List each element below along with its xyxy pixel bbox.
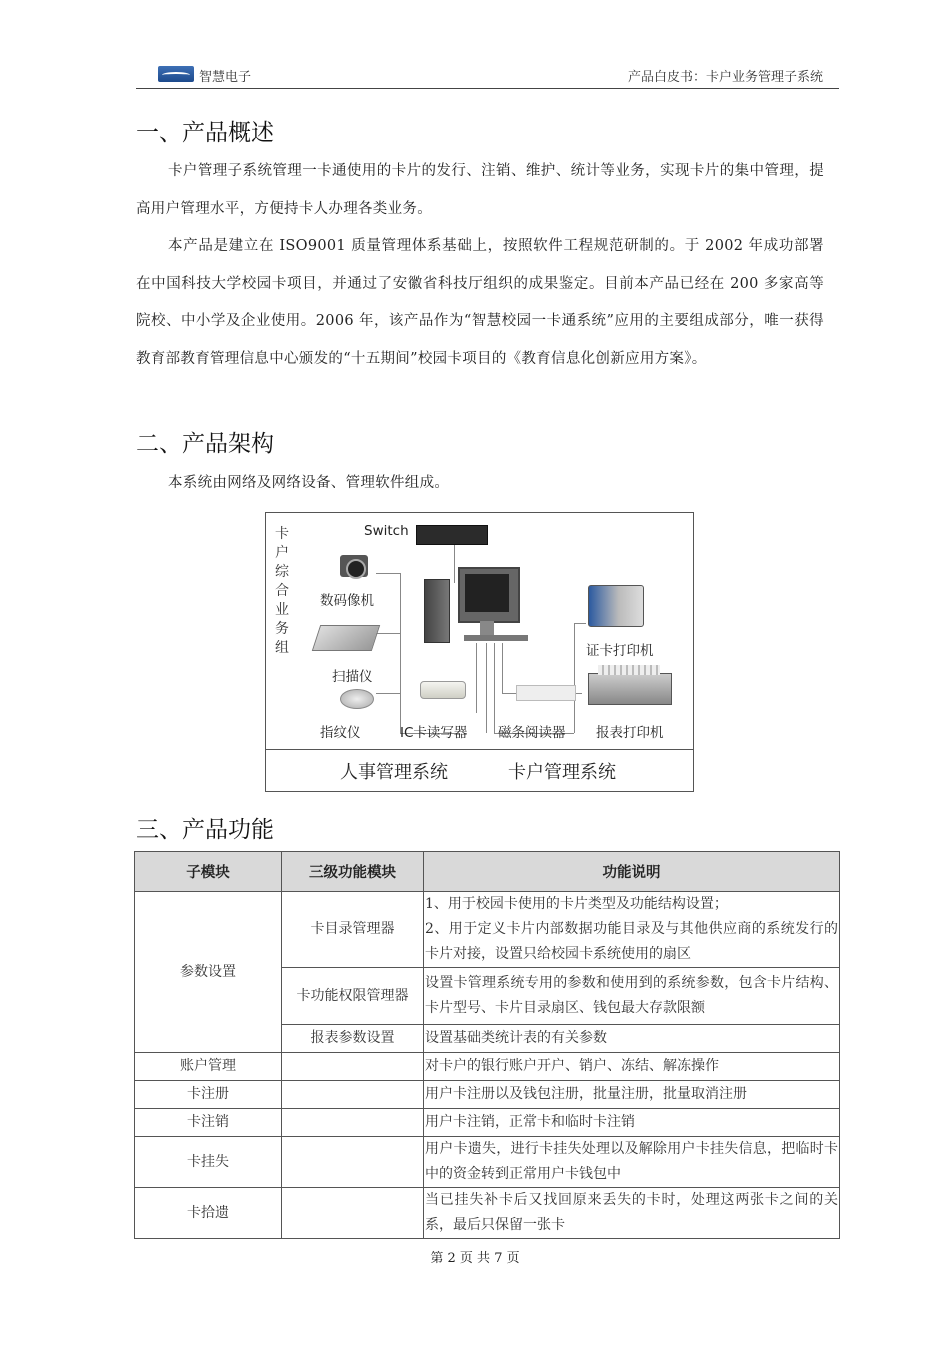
submodule-cell: 报表参数设置 — [282, 1025, 424, 1053]
column-header: 功能说明 — [424, 852, 840, 892]
description-cell: 设置卡管理系统专用的参数和使用到的系统参数，包含卡片结构、卡片型号、卡片目录扇区、钱包最大存款限额 — [424, 968, 840, 1025]
description-cell: 用户卡注销，正常卡和临时卡注销 — [424, 1109, 840, 1137]
fingerprint-reader-icon — [340, 687, 374, 709]
hr-system-label: 人事管理系统 — [340, 762, 448, 783]
scanner-label: 扫描仪 — [332, 669, 373, 685]
pc-tower-icon — [424, 579, 450, 643]
submodule-cell: 卡功能权限管理器 — [282, 968, 424, 1025]
description-cell: 用户卡遗失，进行卡挂失处理以及解除用户卡挂失信息，把临时卡中的资金转到正常用户卡钱包中 — [424, 1137, 840, 1188]
table-row — [135, 1081, 840, 1109]
module-cell: 账户管理 — [135, 1053, 282, 1081]
table-row — [135, 1188, 840, 1239]
description-cell: 当已挂失补卡后又找回原来丢失的卡时，处理这两张卡之间的关系，最后只保留一张卡 — [424, 1188, 840, 1239]
module-cell: 卡注销 — [135, 1109, 282, 1137]
module-cell: 参数设置 — [135, 892, 282, 1053]
card-printer-label: 证卡打印机 — [586, 643, 654, 659]
section-title-architecture: 二、产品架构 — [136, 431, 274, 457]
submodule-cell — [282, 1137, 424, 1188]
switch-label: Switch — [364, 523, 409, 539]
page-header — [136, 64, 839, 89]
description-cell: 设置基础类统计表的有关参数 — [424, 1025, 840, 1053]
description-cell: 对卡户的银行账户开户、销户、冻结、解冻操作 — [424, 1053, 840, 1081]
module-cell: 卡挂失 — [135, 1137, 282, 1188]
function-table — [134, 851, 840, 1239]
description-line: 1、用于校园卡使用的卡片类型及功能结构设置； — [425, 896, 728, 912]
magnetic-reader-icon — [516, 685, 576, 701]
column-header: 三级功能模块 — [282, 852, 424, 892]
table-row — [135, 1137, 840, 1188]
paragraph: 本产品是建立在 ISO9001 质量管理体系基础上，按照软件工程规范研制的。于 2002 年成功部署在中国科技大学校园卡项目，并通过了安徽省科技厅组织的成果鉴定。目前本产品已经在 200 多家高等院校、中小学及企业使用。2006 年，该产品作为“智慧校园一卡通系统”应用的主要组成部分，唯一获得教育部教育管理信息中心颁发的“十五期间”校园卡项目的《教育信息化创新应用方案》。 — [136, 238, 824, 367]
submodule-cell — [282, 1109, 424, 1137]
description-cell: 用户卡注册以及钱包注册，批量注册，批量取消注册 — [424, 1081, 840, 1109]
keyboard-icon — [464, 635, 528, 641]
paragraph: 本系统由网络及网络设备、管理软件组成。 — [168, 475, 450, 491]
section-title-overview: 一、产品概述 — [136, 120, 274, 146]
ic-reader-icon — [418, 675, 468, 701]
ic-reader-label: IC卡读写器 — [400, 725, 468, 741]
systems-bar — [266, 749, 693, 792]
table-row — [135, 1053, 840, 1081]
description-line: 2、用于定义卡片内部数据功能目录及与其他供应商的系统发行的卡片对接，设置只给校园卡系统使用的扇区 — [425, 921, 838, 962]
document-title: 产品白皮书：卡户业务管理子系统 — [627, 70, 823, 85]
description-cell — [424, 892, 840, 968]
report-printer-label: 报表打印机 — [596, 725, 664, 741]
group-label: 卡户综合业务组 — [275, 526, 289, 656]
submodule-cell: 卡目录管理器 — [282, 892, 424, 968]
submodule-cell — [282, 1188, 424, 1239]
paragraph: 卡户管理子系统管理一卡通使用的卡片的发行、注销、维护、统计等业务，实现卡片的集中管理，提高用户管理水平，方便持卡人办理各类业务。 — [136, 163, 824, 217]
company-name: 智慧电子 — [199, 70, 252, 85]
table-row — [135, 892, 840, 968]
architecture-diagram — [265, 512, 694, 792]
module-cell: 卡注册 — [135, 1081, 282, 1109]
column-header: 子模块 — [135, 852, 282, 892]
table-header-row — [135, 852, 840, 892]
camera-icon — [336, 547, 372, 581]
fingerprint-label: 指纹仪 — [320, 725, 361, 741]
page-number: 第 2 页 共 7 页 — [430, 1251, 520, 1266]
report-printer-icon — [588, 665, 672, 709]
table-row — [135, 1109, 840, 1137]
switch-icon — [416, 525, 488, 545]
module-cell: 卡拾遗 — [135, 1188, 282, 1239]
card-system-label: 卡户管理系统 — [508, 762, 616, 783]
section-title-functions: 三、产品功能 — [136, 817, 274, 843]
magnetic-reader-label: 磁条阅读器 — [498, 725, 566, 741]
submodule-cell — [282, 1053, 424, 1081]
monitor-icon — [458, 567, 520, 623]
submodule-cell — [282, 1081, 424, 1109]
camera-label: 数码像机 — [320, 593, 374, 609]
scanner-icon — [316, 617, 376, 655]
company-logo — [158, 66, 194, 82]
card-printer-icon — [586, 579, 646, 629]
